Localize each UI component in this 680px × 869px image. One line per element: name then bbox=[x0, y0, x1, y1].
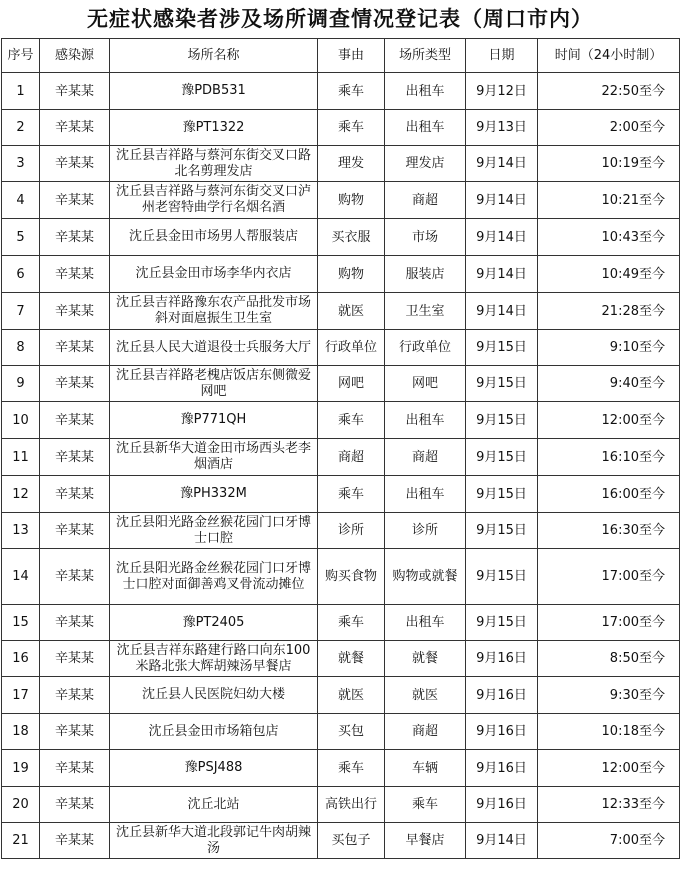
cell-venue-type: 车辆 bbox=[385, 750, 466, 787]
table-row bbox=[2, 439, 680, 476]
cell-venue-type: 出租车 bbox=[385, 605, 466, 641]
table-header-row bbox=[2, 39, 680, 73]
cell-date: 9月15日 bbox=[466, 402, 538, 439]
cell-venue: 豫PT2405 bbox=[110, 605, 318, 641]
cell-reason: 理发 bbox=[318, 146, 385, 182]
cell-date: 9月15日 bbox=[466, 476, 538, 513]
cell-time: 12:33至今 bbox=[538, 787, 680, 823]
table-row bbox=[2, 549, 680, 605]
header-time: 时间（24小时制） bbox=[538, 39, 680, 73]
cell-reason: 行政单位 bbox=[318, 330, 385, 366]
cell-source: 辛某某 bbox=[40, 146, 110, 182]
cell-source: 辛某某 bbox=[40, 110, 110, 146]
cell-date: 9月16日 bbox=[466, 641, 538, 677]
cell-source: 辛某某 bbox=[40, 787, 110, 823]
cell-index: 4 bbox=[2, 182, 40, 219]
cell-venue-type: 诊所 bbox=[385, 513, 466, 549]
table-row bbox=[2, 714, 680, 750]
cell-venue-type: 出租车 bbox=[385, 73, 466, 110]
cell-time: 10:18至今 bbox=[538, 714, 680, 750]
cell-time: 22:50至今 bbox=[538, 73, 680, 110]
cell-date: 9月15日 bbox=[466, 549, 538, 605]
cell-venue: 沈丘县新华大道金田市场西头老李烟酒店 bbox=[110, 439, 318, 476]
cell-reason: 诊所 bbox=[318, 513, 385, 549]
cell-time: 8:50至今 bbox=[538, 641, 680, 677]
cell-date: 9月14日 bbox=[466, 219, 538, 256]
cell-venue-type: 早餐店 bbox=[385, 823, 466, 859]
cell-venue-type: 服装店 bbox=[385, 256, 466, 293]
cell-venue: 豫P771QH bbox=[110, 402, 318, 439]
cell-date: 9月15日 bbox=[466, 330, 538, 366]
cell-venue: 沈丘县吉祥路老槐店饭店东侧微爱网吧 bbox=[110, 366, 318, 402]
cell-date: 9月14日 bbox=[466, 182, 538, 219]
cell-date: 9月15日 bbox=[466, 605, 538, 641]
cell-time: 21:28至今 bbox=[538, 293, 680, 330]
cell-source: 辛某某 bbox=[40, 256, 110, 293]
cell-reason: 买包 bbox=[318, 714, 385, 750]
header-date: 日期 bbox=[466, 39, 538, 73]
cell-index: 11 bbox=[2, 439, 40, 476]
cell-venue-type: 行政单位 bbox=[385, 330, 466, 366]
cell-source: 辛某某 bbox=[40, 402, 110, 439]
cell-index: 14 bbox=[2, 549, 40, 605]
cell-index: 1 bbox=[2, 73, 40, 110]
cell-index: 19 bbox=[2, 750, 40, 787]
cell-index: 20 bbox=[2, 787, 40, 823]
cell-index: 21 bbox=[2, 823, 40, 859]
cell-index: 9 bbox=[2, 366, 40, 402]
cell-source: 辛某某 bbox=[40, 714, 110, 750]
header-source: 感染源 bbox=[40, 39, 110, 73]
cell-venue: 沈丘县阳光路金丝猴花园门口牙博士口腔 bbox=[110, 513, 318, 549]
cell-time: 2:00至今 bbox=[538, 110, 680, 146]
cell-reason: 购买食物 bbox=[318, 549, 385, 605]
cell-venue: 沈丘县人民医院妇幼大楼 bbox=[110, 677, 318, 714]
cell-reason: 乘车 bbox=[318, 750, 385, 787]
cell-reason: 买衣服 bbox=[318, 219, 385, 256]
cell-index: 3 bbox=[2, 146, 40, 182]
cell-date: 9月14日 bbox=[466, 146, 538, 182]
cell-source: 辛某某 bbox=[40, 439, 110, 476]
cell-index: 5 bbox=[2, 219, 40, 256]
cell-venue: 豫PSJ488 bbox=[110, 750, 318, 787]
cell-source: 辛某某 bbox=[40, 476, 110, 513]
cell-reason: 就餐 bbox=[318, 641, 385, 677]
table-row bbox=[2, 182, 680, 219]
cell-venue: 沈丘县金田市场箱包店 bbox=[110, 714, 318, 750]
cell-date: 9月16日 bbox=[466, 750, 538, 787]
table-row bbox=[2, 787, 680, 823]
table-row bbox=[2, 146, 680, 182]
cell-venue: 沈丘北站 bbox=[110, 787, 318, 823]
table-row bbox=[2, 293, 680, 330]
cell-venue-type: 购物或就餐 bbox=[385, 549, 466, 605]
cell-source: 辛某某 bbox=[40, 677, 110, 714]
cell-time: 17:00至今 bbox=[538, 605, 680, 641]
cell-reason: 就医 bbox=[318, 293, 385, 330]
cell-reason: 购物 bbox=[318, 256, 385, 293]
cell-venue: 豫PH332M bbox=[110, 476, 318, 513]
cell-time: 12:00至今 bbox=[538, 750, 680, 787]
cell-venue-type: 出租车 bbox=[385, 402, 466, 439]
cell-reason: 买包子 bbox=[318, 823, 385, 859]
cell-venue: 沈丘县吉祥路与蔡河东街交叉口泸州老窖特曲学行名烟名酒 bbox=[110, 182, 318, 219]
cell-source: 辛某某 bbox=[40, 750, 110, 787]
cell-venue-type: 就餐 bbox=[385, 641, 466, 677]
cell-time: 12:00至今 bbox=[538, 402, 680, 439]
cell-date: 9月14日 bbox=[466, 823, 538, 859]
cell-reason: 乘车 bbox=[318, 73, 385, 110]
cell-venue-type: 理发店 bbox=[385, 146, 466, 182]
cell-date: 9月12日 bbox=[466, 73, 538, 110]
cell-time: 16:10至今 bbox=[538, 439, 680, 476]
cell-date: 9月16日 bbox=[466, 677, 538, 714]
header-reason: 事由 bbox=[318, 39, 385, 73]
cell-index: 8 bbox=[2, 330, 40, 366]
cell-index: 13 bbox=[2, 513, 40, 549]
cell-venue-type: 商超 bbox=[385, 714, 466, 750]
cell-time: 17:00至今 bbox=[538, 549, 680, 605]
cell-venue: 沈丘县金田市场男人帮服装店 bbox=[110, 219, 318, 256]
cell-venue-type: 就医 bbox=[385, 677, 466, 714]
cell-reason: 网吧 bbox=[318, 366, 385, 402]
cell-reason: 就医 bbox=[318, 677, 385, 714]
cell-venue-type: 商超 bbox=[385, 182, 466, 219]
cell-venue: 沈丘县金田市场李华内衣店 bbox=[110, 256, 318, 293]
cell-venue: 沈丘县新华大道北段郭记牛肉胡辣汤 bbox=[110, 823, 318, 859]
cell-index: 2 bbox=[2, 110, 40, 146]
cell-venue: 豫PT1322 bbox=[110, 110, 318, 146]
table-row bbox=[2, 73, 680, 110]
cell-venue-type: 卫生室 bbox=[385, 293, 466, 330]
cell-index: 18 bbox=[2, 714, 40, 750]
table-row bbox=[2, 605, 680, 641]
cell-date: 9月15日 bbox=[466, 439, 538, 476]
cell-reason: 商超 bbox=[318, 439, 385, 476]
cell-venue: 沈丘县人民大道退役士兵服务大厅 bbox=[110, 330, 318, 366]
page-title: 无症状感染者涉及场所调查情况登记表（周口市内） bbox=[87, 7, 593, 31]
header-index: 序号 bbox=[2, 39, 40, 73]
header-venue: 场所名称 bbox=[110, 39, 318, 73]
cell-source: 辛某某 bbox=[40, 366, 110, 402]
cell-index: 16 bbox=[2, 641, 40, 677]
cell-reason: 乘车 bbox=[318, 110, 385, 146]
cell-source: 辛某某 bbox=[40, 73, 110, 110]
cell-source: 辛某某 bbox=[40, 219, 110, 256]
cell-venue: 沈丘县阳光路金丝猴花园门口牙博士口腔对面御善鸡叉骨流动摊位 bbox=[110, 549, 318, 605]
cell-venue-type: 出租车 bbox=[385, 476, 466, 513]
cell-index: 6 bbox=[2, 256, 40, 293]
cell-reason: 乘车 bbox=[318, 476, 385, 513]
cell-time: 16:00至今 bbox=[538, 476, 680, 513]
table-row bbox=[2, 823, 680, 859]
cell-date: 9月14日 bbox=[466, 293, 538, 330]
cell-time: 10:49至今 bbox=[538, 256, 680, 293]
cell-time: 10:43至今 bbox=[538, 219, 680, 256]
cell-venue-type: 市场 bbox=[385, 219, 466, 256]
table-row bbox=[2, 513, 680, 549]
cell-reason: 购物 bbox=[318, 182, 385, 219]
cell-time: 9:10至今 bbox=[538, 330, 680, 366]
cell-venue-type: 商超 bbox=[385, 439, 466, 476]
cell-date: 9月13日 bbox=[466, 110, 538, 146]
cell-source: 辛某某 bbox=[40, 605, 110, 641]
cell-index: 15 bbox=[2, 605, 40, 641]
cell-source: 辛某某 bbox=[40, 641, 110, 677]
cell-time: 10:21至今 bbox=[538, 182, 680, 219]
table-row bbox=[2, 110, 680, 146]
table-row bbox=[2, 677, 680, 714]
cell-index: 7 bbox=[2, 293, 40, 330]
cell-venue: 沈丘县吉祥路与蔡河东街交叉口路北名剪理发店 bbox=[110, 146, 318, 182]
cell-time: 10:19至今 bbox=[538, 146, 680, 182]
cell-venue: 沈丘县吉祥路豫东农产品批发市场斜对面扈振生卫生室 bbox=[110, 293, 318, 330]
cell-date: 9月16日 bbox=[466, 714, 538, 750]
cell-venue: 沈丘县吉祥东路建行路口向东100米路北张大辉胡辣汤早餐店 bbox=[110, 641, 318, 677]
table-row bbox=[2, 330, 680, 366]
table-row bbox=[2, 256, 680, 293]
cell-source: 辛某某 bbox=[40, 293, 110, 330]
cell-reason: 乘车 bbox=[318, 402, 385, 439]
cell-venue-type: 出租车 bbox=[385, 110, 466, 146]
cell-venue-type: 网吧 bbox=[385, 366, 466, 402]
cell-date: 9月14日 bbox=[466, 256, 538, 293]
cell-index: 12 bbox=[2, 476, 40, 513]
cell-date: 9月15日 bbox=[466, 513, 538, 549]
venue-registry-table bbox=[1, 38, 680, 859]
cell-source: 辛某某 bbox=[40, 823, 110, 859]
table-row bbox=[2, 476, 680, 513]
cell-time: 16:30至今 bbox=[538, 513, 680, 549]
cell-index: 17 bbox=[2, 677, 40, 714]
cell-index: 10 bbox=[2, 402, 40, 439]
cell-time: 7:00至今 bbox=[538, 823, 680, 859]
cell-source: 辛某某 bbox=[40, 182, 110, 219]
table-row bbox=[2, 641, 680, 677]
cell-venue: 豫PDB531 bbox=[110, 73, 318, 110]
cell-time: 9:40至今 bbox=[538, 366, 680, 402]
cell-venue-type: 乘车 bbox=[385, 787, 466, 823]
cell-reason: 高铁出行 bbox=[318, 787, 385, 823]
table-row bbox=[2, 750, 680, 787]
table-row bbox=[2, 219, 680, 256]
table-row bbox=[2, 402, 680, 439]
cell-date: 9月15日 bbox=[466, 366, 538, 402]
table-row bbox=[2, 366, 680, 402]
cell-date: 9月16日 bbox=[466, 787, 538, 823]
cell-source: 辛某某 bbox=[40, 330, 110, 366]
cell-source: 辛某某 bbox=[40, 549, 110, 605]
cell-reason: 乘车 bbox=[318, 605, 385, 641]
cell-time: 9:30至今 bbox=[538, 677, 680, 714]
header-venue-type: 场所类型 bbox=[385, 39, 466, 73]
cell-source: 辛某某 bbox=[40, 513, 110, 549]
